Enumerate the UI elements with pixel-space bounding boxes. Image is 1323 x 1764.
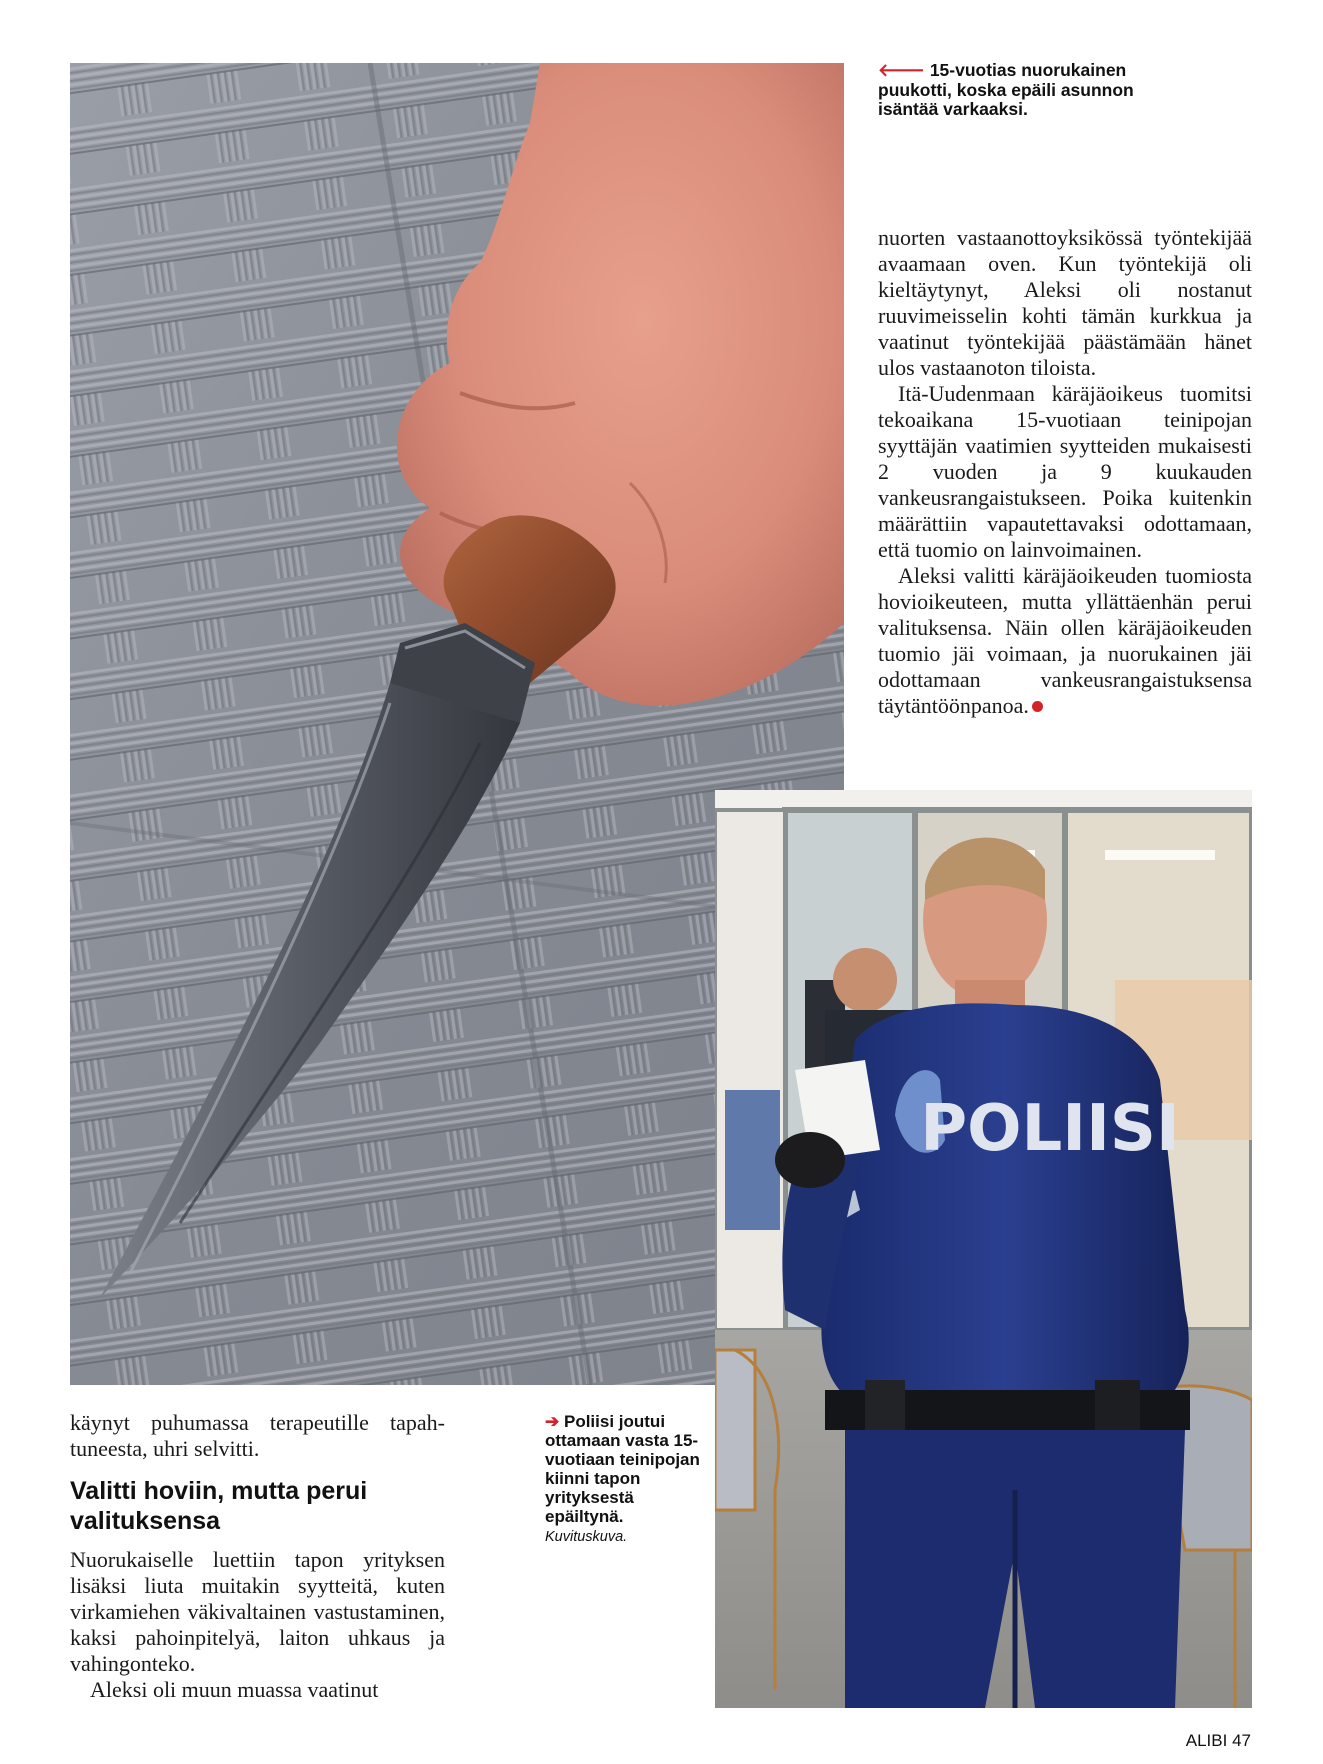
paragraph: nuorten vastaanottoyksikössä työntekijää avaamaan oven. Kun työntekijä oli kieltäytynyt, Aleksi oli nostanut ruuvimeisselin kohti tämän kurkkua ja vaatinut työntekijää päästämään hänet ulos vastaanoton tiloista.: [878, 225, 1252, 380]
article-right-column: [878, 225, 1252, 719]
page-number: 47: [1232, 1731, 1251, 1750]
magazine-name: ALIBI: [1185, 1731, 1228, 1750]
paragraph: käynyt puhumassa terapeutille tapahtuneesta, uhri selvitti.: [70, 1410, 445, 1461]
knife-caption: [878, 61, 1138, 120]
paragraph: [878, 563, 1252, 719]
end-mark-icon: [1032, 701, 1043, 712]
page-folio: [1186, 1731, 1251, 1751]
paragraph-text: Aleksi valitti käräjäoikeuden tuomiosta hovioikeuteen, mutta yllättäenhän perui valituksensa. Näin ollen käräjäoikeuden tuomio jäi voimaan, ja nuorukainen jäi odottamaan vankeusrangaistuksensa täytäntöönpanoa.: [878, 563, 1252, 718]
paragraph: Itä-Uudenmaan käräjäoikeus tuomitsi tekoaikana 15-vuotiaan teinipojan syyttäjän vaatimien syytteiden mukaisesti 2 vuoden ja 9 kuukauden vankeusrangaistukseen. Poika kuitenkin määrättiin vapautettavaksi odottamaan, että tuomio on lainvoimainen.: [878, 381, 1252, 562]
arrow-left-icon: 🡐: [878, 60, 925, 80]
arrow-right-icon: ➔: [545, 1412, 560, 1431]
police-caption: [545, 1412, 705, 1547]
police-caption-text: Poliisi joutui ottamaan vasta 15-vuotiaan teinipojan kiinni tapon yrityksestä epäiltynä.: [545, 1412, 700, 1526]
article-left-top: [70, 1410, 445, 1462]
article-left-bottom: [70, 1547, 445, 1703]
paragraph: Nuorukaiselle luettiin tapon yrityksen lisäksi liuta muitakin syytteitä, kuten virkamiehen väkivaltainen vastustaminen, kaksi pahoinpitelyä, laiton uhkaus ja vahingonteko.: [70, 1547, 445, 1676]
knife-caption-text: 15-vuotias nuorukainen puukotti, koska epäili asunnon isäntää varkaaksi.: [878, 60, 1134, 119]
paragraph: Aleksi oli muun muassa vaatinut: [90, 1677, 379, 1702]
police-back-text: POLIISI: [920, 1092, 1180, 1166]
subheading: Valitti hoviin, mutta perui valituksensa: [70, 1477, 368, 1535]
police-photo: [715, 790, 1252, 1708]
photo-credit: Kuvituskuva.: [545, 1529, 628, 1545]
